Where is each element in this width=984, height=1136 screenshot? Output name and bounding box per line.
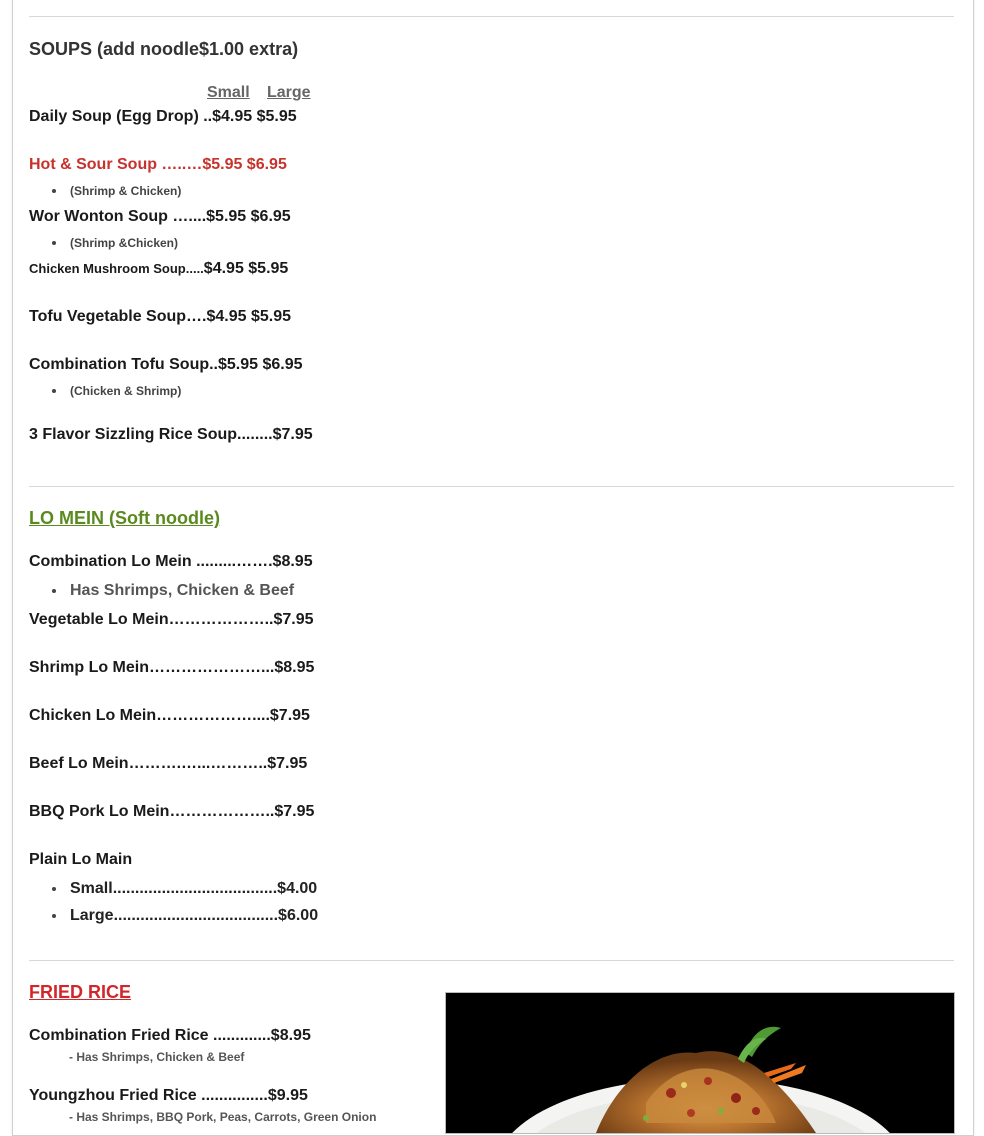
fried-rice-image [446, 993, 954, 1133]
menu-item-note: (Shrimp & Chicken) [70, 184, 182, 198]
menu-item-prices: $4.95 $5.95 [203, 260, 289, 277]
fried-rice-title: FRIED RICE [29, 982, 132, 1002]
menu-item: Beef Lo Mein……….…...………..$7.95 [29, 755, 308, 772]
menu-item-note: Has Shrimps, Chicken & Beef [70, 582, 295, 599]
menu-item-note: (Chicken & Shrimp) [70, 384, 182, 398]
menu-item-note: (Shrimp &Chicken) [70, 236, 179, 250]
menu-item: BBQ Pork Lo Mein………………..$7.95 [29, 803, 315, 820]
menu-item: Tofu Vegetable Soup….$4.95 $5.95 [29, 308, 292, 325]
menu-item: Shrimp Lo Mein…………………...$8.95 [29, 659, 315, 676]
lo-mein-title: LO MEIN (Soft noodle) [29, 508, 220, 528]
menu-item-note: - Has Shrimps, BBQ Pork, Peas, Carrots, Green Onion [69, 1110, 377, 1124]
divider [29, 960, 954, 961]
menu-item-size-option: Small.....................................$4.00 [70, 880, 318, 897]
small-column-header: Small [207, 84, 250, 101]
menu-item: Daily Soup (Egg Drop) ..$4.95 $5.95 [29, 108, 297, 125]
menu-item-note: - Has Shrimps, Chicken & Beef [69, 1050, 245, 1064]
large-column-header: Large [267, 84, 311, 101]
menu-item [29, 260, 288, 278]
soups-title: SOUPS (add noodle$1.00 extra) [29, 39, 299, 59]
menu-item: Vegetable Lo Mein………………..$7.95 [29, 611, 314, 628]
menu-item: Plain Lo Main [29, 851, 133, 868]
menu-item: Wor Wonton Soup …....$5.95 $6.95 [29, 208, 291, 225]
divider [29, 486, 954, 487]
menu-item-hot-sour: Hot & Sour Soup …..…$5.95 $6.95 [29, 156, 287, 173]
divider [29, 16, 954, 17]
fried-rice-plate-photo [445, 992, 955, 1134]
menu-item: Combination Fried Rice .............$8.95 [29, 1027, 311, 1044]
menu-item: Chicken Lo Mein………………....$7.95 [29, 707, 310, 724]
menu-item: Combination Tofu Soup..$5.95 $6.95 [29, 356, 303, 373]
menu-item: Combination Lo Mein .........…….$8.95 [29, 553, 313, 570]
menu-item-size-option: Large.....................................$6.00 [70, 907, 319, 924]
menu-item: 3 Flavor Sizzling Rice Soup........$7.95 [29, 426, 313, 443]
menu-item: Youngzhou Fried Rice ...............$9.95 [29, 1087, 308, 1104]
menu-item-name: Chicken Mushroom Soup..... [29, 261, 204, 276]
